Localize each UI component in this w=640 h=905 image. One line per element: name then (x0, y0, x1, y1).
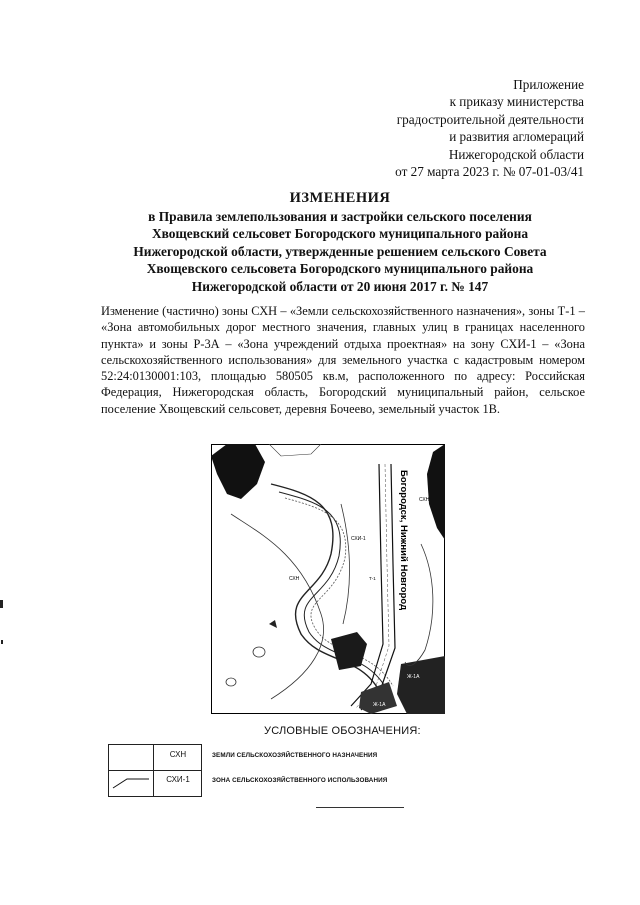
legend-code: СХН (169, 750, 187, 759)
title-main: ИЗМЕНЕНИЯ (289, 190, 391, 206)
appendix-line: Приложение (513, 77, 584, 92)
title-line: Хвощевского сельсовета Богородского муниципального района (146, 261, 534, 277)
zoning-map (211, 444, 445, 714)
zone-label-zh1a-bottom: Ж-1А (373, 702, 386, 708)
zone-label-zh1a: Ж-1А (407, 674, 420, 680)
legend-table (108, 744, 202, 797)
appendix-line: и развития агломераций (449, 129, 584, 145)
zone-label-skhi: СХИ-1 (351, 536, 366, 542)
title-line: Нижегородской области от 20 июня 2017 г. № 147 (191, 278, 489, 294)
zone-label-skhn-left: СХН (289, 576, 300, 582)
document-title (80, 190, 600, 296)
legend-description: ЗЕМЛИ СЕЛЬСКОХОЗЯЙСТВЕННОГО НАЗНАЧЕНИЯ (212, 752, 378, 759)
scan-mark (1, 640, 3, 644)
footer-rule (316, 807, 404, 808)
built-area (397, 656, 445, 714)
legend-row (109, 770, 201, 795)
zone-label-skhn-right: СХН (419, 497, 430, 503)
appendix-header (395, 76, 584, 180)
title-line: Нижегородской области, утвержденные решением сельского Совета (133, 243, 547, 259)
scan-mark (0, 600, 3, 608)
appendix-line: градостроительной деятельности (396, 111, 584, 127)
legend-row (109, 745, 201, 771)
legend-code: СХИ-1 (166, 775, 190, 784)
appendix-line: к приказу министерства (449, 94, 584, 110)
zone-label-t1: Т-1 (369, 576, 376, 581)
legend-caption: УСЛОВНЫЕ ОБОЗНАЧЕНИЯ: (264, 725, 421, 737)
change-description: Изменение (частично) зоны СХН – «Земли сельскохозяйственного назначения», зоны Т-1 – «Зона автомобильных дорог местного значения, главных улиц в границах населенного пункта» и зоны Р-3А – «Зона учреждений отдыха проектная» на зону СХИ-1 – «Зона сельскохозяйственного использования» для земельного участка с кадастровым номером 52:24:0130001:103, площадью 580505 кв.м, расположенного по адресу: Российская Федерация, Нижегородская область, Богородский муниципальный район, сельское поселение Хвощевский сельсовет, деревня Бочеево, земельный участок 1В. (101, 304, 585, 416)
title-line: Хвощевский сельсовет Богородского муниципального района (151, 226, 529, 242)
appendix-line: Нижегородской области (448, 146, 584, 162)
legend-description: ЗОНА СЕЛЬСКОХОЗЯЙСТВЕННОГО ИСПОЛЬЗОВАНИЯ (212, 777, 388, 784)
appendix-line: от 27 марта 2023 г. № 07-01-03/41 (395, 164, 584, 180)
road-label: Богородск, Нижний Новгород (398, 470, 409, 611)
legend-symbol (109, 770, 153, 795)
title-line: в Правила землепользования и застройки сельского поселения (148, 208, 532, 224)
legend-divider (153, 745, 154, 796)
